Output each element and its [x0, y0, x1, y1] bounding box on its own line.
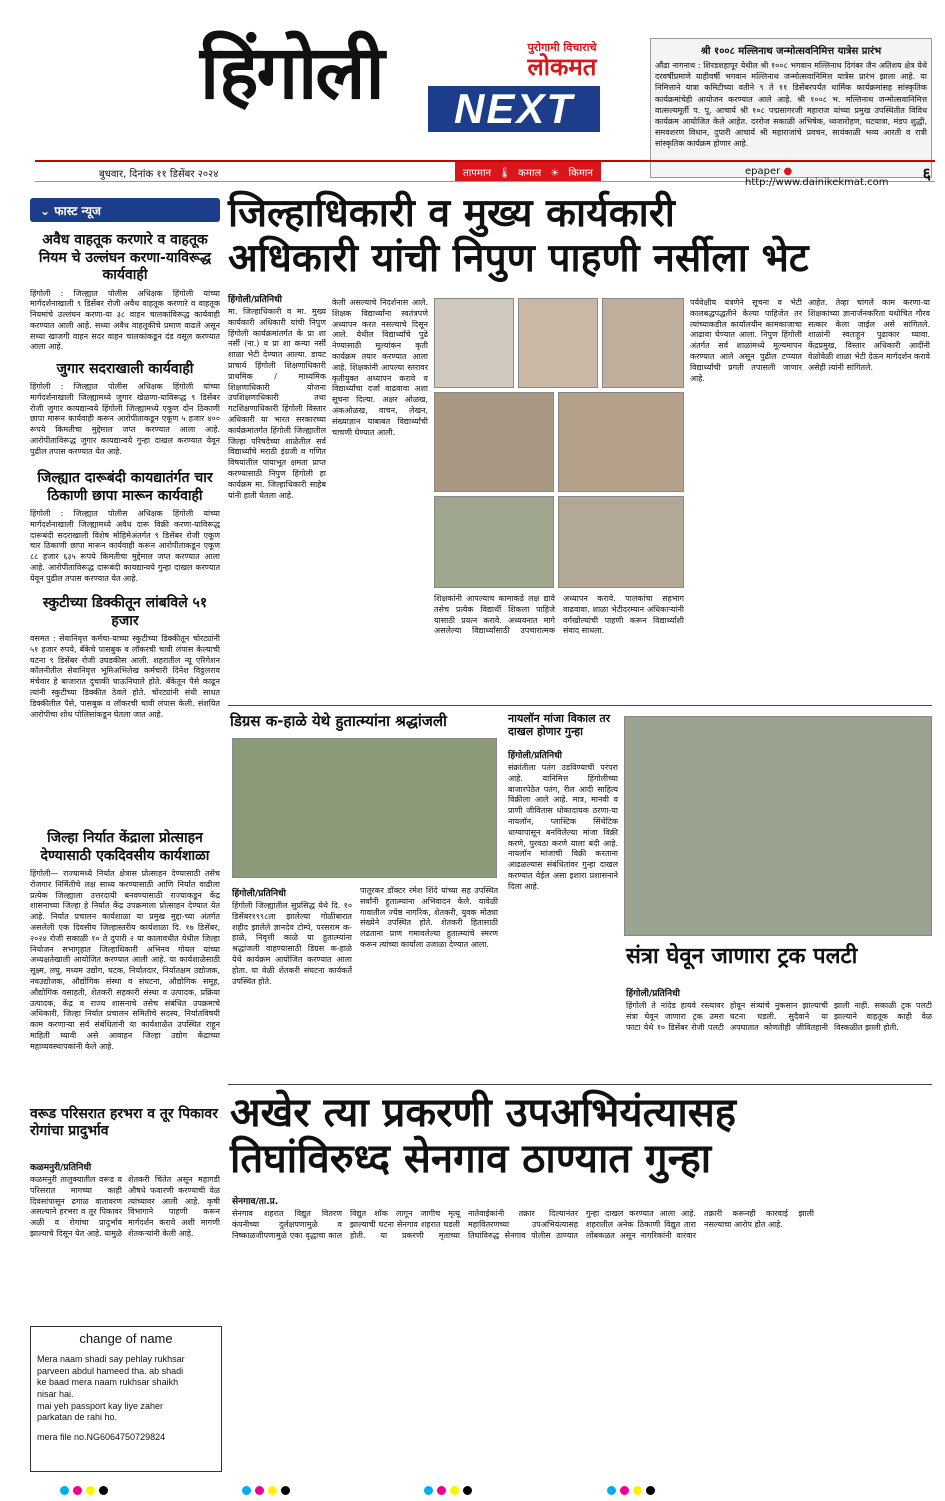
- notice-line: nisar hai.: [37, 1389, 74, 1400]
- news-item: [30, 470, 220, 589]
- main-photo-grid: [434, 298, 684, 698]
- news-headline: अवैध वाहतूक करणारे व वाहतूक नियम चे उल्लंघन करणा-याविरूद्ध कार्यवाही: [38, 232, 212, 283]
- color-registration-marks: [60, 1480, 890, 1494]
- school-photo: [434, 496, 554, 588]
- issue-date: बुधवार, दिनांक ११ डिसेंबर २०२४: [99, 169, 219, 180]
- notice-line: ke baad mera naam rukhsar shaikh: [37, 1377, 179, 1388]
- masthead-title: हिंगोली: [200, 30, 383, 116]
- date-bar: [35, 160, 935, 188]
- bottom-body: सेनगाव शहरात विद्युत वितरण कंपनीच्या दुर्लक्षपणामुळे व निष्काळजीपणामुळे एका वृद्धाचा काल विद्युत शॉक लागून जागीच मृत्यू झाल्याची घटना सेनगाव शहरात घडली होती. या प्रकरणी मृताच्या नातेवाईकांनी तक्रार दिल्यानंतर महावितरणच्या उपअभियंत्यासह तिघांविरुद्ध सेनगाव पोलीस ठाण्यात गुन्हा दाखल करण्यात आला आहे. शहरातील अनेक ठिकाणी विद्युत तारा लोंबकळत असून नागरिकांनी वारंवार तक्रारी करूनही कारवाई झाली नसल्याचा आरोप होत आहे.: [232, 1209, 814, 1240]
- bottom-story: [232, 1194, 932, 1475]
- notice-line: parkatan de rahi ho.: [37, 1412, 118, 1423]
- crop-col: [30, 1160, 220, 1325]
- lokmat-tagline: पुरोगामी विचाराचे: [527, 41, 597, 54]
- notice-title: change of name: [79, 1331, 173, 1346]
- tribute-body-2: पातूरकर डॉक्टर रमेश शिंदे यांच्या सह उपस्थित सर्वांनी हुतात्म्यांना अभिवादन केले. यावेळी गावातील ज्येष्ठ नागरिक, शेतकरी, युवक मोठ्या संख्येने उपस्थित होते. शेतकरी हितासाठी लढताना प्राण गमावलेल्या हुतात्म्यांचे स्मरण करून त्यांच्या कार्याला उजाळा देण्यात आला.: [360, 886, 498, 949]
- school-photo: [434, 298, 514, 388]
- truck-dateline: हिंगोली/प्रतिनिधी: [626, 989, 681, 999]
- news-headline: जिल्ह्यात दारूबंदी कायद्यातंर्गत चार ठिकाणी छापा मारून कार्यवाही: [37, 470, 213, 504]
- main-col-1: [228, 292, 326, 607]
- crop-headline: वरूड परिसरात हरभरा व तूर पिकावर रोगांचा प्रादुर्भाव: [30, 1106, 218, 1139]
- school-photo: [434, 392, 554, 492]
- tribute-photo: [232, 738, 497, 878]
- main-body-3: शिक्षकांनी आपल्याच कामाकडे लक्ष द्यावे तसेच प्रत्येक विद्यार्थी शिकला पाहिजे यासाठी प्रयत्न करावे. अध्ययनात मागे असलेल्या विद्यार्थ्यांसाठी उपचारात्मक अध्यापन करावे. पालकांचा सहभाग वाढवावा. शाळा भेटीदरम्यान अधिकाऱ्यांनी वर्गखोल्यांची पाहणी करून विद्यार्थ्यांशी संवाद साधला.: [434, 594, 684, 636]
- manja-dateline: हिंगोली/प्रतिनिधी: [508, 751, 563, 761]
- main-headline: [228, 192, 928, 282]
- crop-body: कळमनुरी तालुक्यातील वरूड व परिसरात मागच्या काही दिवसांपासून ढगाळ वातावरण असल्याने हरभरा व तूर पिकावर अळी व रोगांचा प्रादुर्भाव झाल्याचे दिसून येत आहे. यामुळे शेतकरी चिंतेत असून महागडी औषधे फवारणी करण्याची वेळ त्यांच्यावर आली आहे. कृषी विभागाने पाहणी करून मार्गदर्शन करावे अशी मागणी शेतकऱ्यांनी केली आहे.: [30, 1175, 220, 1238]
- name-change-notice: [30, 1326, 222, 1472]
- bottom-headline: [230, 1090, 934, 1182]
- manja-headline: नायलॉन मांजा विकाल तर दाखल होणार गुन्हा: [508, 712, 611, 739]
- truck-body: हिंगोली ते नांदेड हायवे रस्त्यावर संत्रा घेवून जाणारा ट्रक उमरा फाटा येथे १० डिसेंबर रोजी पलटी होवून संत्र्यांचे नुकसान झाल्याची घटना घडली. सुदैवाने या अपघातात कोणतीही जीवितहानी झाली नाही. सकाळी ट्रक पलटी झाल्याने वाहतूक काही वेळ विस्कळीत झाली होती.: [626, 1001, 932, 1032]
- fast-news-column: [30, 228, 220, 1105]
- epaper-link[interactable]: [745, 166, 935, 188]
- lokmat-name: लोकमत: [527, 53, 597, 81]
- main-headline-line-1: जिल्हाधिकारी व मुख्य कार्यकारी: [228, 191, 675, 236]
- truck-photo: [624, 716, 932, 936]
- fast-news-label: फास्ट न्यूज: [54, 204, 101, 218]
- news-headline: जुगार सदराखाली कार्यवाही: [56, 360, 194, 377]
- tribute-headline: डिग्रस क-हाळे येथे हुतात्म्यांना श्रद्धांजली: [230, 712, 447, 730]
- news-headline: जिल्हा निर्यात केंद्राला प्रोत्साहन देण्यासाठी एकदिवसीय कार्यशाळा: [40, 830, 210, 864]
- truck-headline: संत्रा घेवून जाणारा ट्रक पलटी: [626, 944, 858, 969]
- epaper-label: epaper: [745, 166, 781, 177]
- main-body-4: पर्यवेक्षीय यंत्रणेने सूचना व भेटी कालबद्धपद्धतीने केल्या पाहिजेत तर त्यांच्याकडील कार्यालयीन कामकाजाचा आढावा घेण्यात आला. निपुण हिंगोली अंतर्गत सर्व शाळांमध्ये मूल्यमापन करण्यात आले असून पुढील टप्प्यात विद्यार्थ्यांची प्रगती तपासली जाणार आहे.: [690, 298, 802, 383]
- main-col-4: [690, 298, 802, 698]
- weather-strip: [455, 162, 601, 181]
- news-item: [30, 595, 220, 824]
- news-body: हिंगोली : जिल्ह्यात पोलीस अधिक्षक हिंगोली यांच्या मार्गदर्शनाखाली जिल्ह्यामध्ये अवैध दारू विक्री करणा-याविरूद्ध दारूबंदी सदराखाली विशेष मोहिमेअंतर्गत ९ डिसेंबर रोजी एकूण चार ठिकाणी छापा मारून कार्यवाही करून आरोपीताकडून एकूण ८८ हजार ६३५ रूपये किमतीचा मुद्देमाल जप्त करण्यात आला आहे. आरोपीताविरूद्ध दारूबंदी कायद्यान्वये गुन्हा दाखल करण्यात येवून पुढील तपास करण्यात येत आहे.: [30, 509, 220, 583]
- tribute-body-1: हिंगोली जिल्ह्यातील सुप्रसिद्ध येथे दि. १० डिसेंबर१९९८ला झालेल्या गोळीबारात शहीद झालेले ज्ञानदेव टोम्पे, परसराम क-हाळे, निवृत्ती काळे या हुतात्म्यांना श्रद्धांजली वाहण्यासाठी डिग्रस क-हाळे येथे कार्यक्रम आयोजित करण्यात आला होता. या वेळी शेतकरी संघटना कार्यकर्ते उपस्थित होते.: [232, 901, 352, 986]
- news-body: हिंगोली : जिल्ह्यात पोलीस अधिक्षक हिंगोली यांच्या मार्गदर्शनाखाली जिल्ह्यामध्ये जुगार खेळणा-याविरूद्ध ९ डिसेंबर रोजी जुगार कायद्यान्वये हिंगोली जिल्ह्यामध्ये एकूण दोन ठिकाणी छापा मारून कार्यवाही करून आरोपीताकडून एकूण ५ हजार ४०० रूपये किमतीचा मुद्देमाल जप्त करण्यात आला आहे. आरोपीताविरूद्ध जुगार कायद्यान्वये गुन्हा दाखल करण्यात येवून पुढील तपास करण्यात येत आहे.: [30, 382, 220, 456]
- temp-min: किमान: [568, 168, 593, 179]
- school-photo: [558, 496, 684, 588]
- notice-line: Mera naam shadi say pehlay rukhsar: [37, 1354, 185, 1364]
- main-body-5: आहेत. तेव्हा चांगले काम करणा-या शिक्षकांच्या ज्ञानार्जनकरिता यथोचित गौरव सत्कार केला जाईल असे सांगितले. शाळांनी स्वतःहून पुढाकार घ्यावा. केंद्रप्रमुख, विस्तार अधिकारी आदींनी वेळोवेळी शाळा भेटी देऊन मार्गदर्शन करावे असेही त्यांनी सांगितले.: [808, 298, 930, 372]
- temp-label: तापमान: [463, 168, 492, 179]
- notice-line: parveen abdul hameed tha. ab shadi: [37, 1365, 184, 1376]
- main-headline-line-2: अधिकारी यांची निपुण पाहणी नर्सीला भेट: [228, 235, 809, 281]
- section-divider: [228, 705, 932, 706]
- notice-text: [37, 1354, 215, 1444]
- thermometer-icon: 🌡: [498, 168, 511, 179]
- notice-file-number: mera file no.NG6064750729824: [37, 1432, 166, 1443]
- epaper-url[interactable]: http://www.dainikekmat.com: [745, 177, 889, 188]
- news-headline: स्कुटीच्या डिक्कीतून लांबविले ५१ हजार: [42, 595, 208, 629]
- news-item: [30, 361, 220, 465]
- main-body-2: केली असल्याचे निदर्शनास आले. शिक्षक विद्यार्थ्यांना स्वतंत्रपणे अध्यापन करत नसल्याचे दिसून आले. येथील विद्यार्थ्यांचे पुढे नेण्यासाठी मूल्यांकन कृती कार्यक्रम तयार करण्यात आला आहे. शिक्षकांनी आपल्या स्तरावर कृतीयुक्त अध्यापन करावे व विद्यार्थ्यांचा दर्जा वाढवावा अशा सूचना दिल्या. अक्षर ओळख, अंकओळख, वाचन, लेखन, संख्याज्ञान याबाबत विद्यार्थ्यांची चाचणी घेण्यात आली.: [332, 298, 428, 437]
- section-divider: [228, 1084, 932, 1085]
- school-photo: [602, 298, 684, 388]
- manja-col: [508, 748, 618, 943]
- manja-body: संक्रांतीला पतंग उडविण्याची परंपरा आहे. यानिमित्त हिंगोलीच्या बाजारपेठेत पतंग, रील आदी साहित्य विक्रीला आले आहे. मात्र, मानवी व प्राणी जीवितास धोकादायक ठरणा-या नायलॉन, प्लास्टिक सिंथेटिक धाग्यापासून बनविलेल्या मांजा विक्री करणे, पुरवठा करणे याला बंदी आहे. नायलॉन मांजाची विक्री करताना आढळल्यास संबंधितांवर गुन्हा दाखल करण्यात येईल असा इशारा प्रशासनाने दिला आहे.: [508, 763, 618, 891]
- bottom-headline-line-2: तिघांविरुध्द सेनगाव ठाण्यात गुन्हा: [230, 1136, 712, 1182]
- school-photo: [518, 298, 598, 388]
- temp-max: कमाल: [518, 168, 542, 179]
- news-body: हिंगोली— राज्यामध्ये निर्यात क्षेत्रास प्रोत्साहन देण्यासाठी तसेच रोजगार निर्मितीचे लक्ष साध्य करण्यासाठी आणि निर्यात वाढीला प्रत्येक जिल्ह्याला उत्तरदायी बनवण्यासाठी राज्याकडून केंद्र शासनाच्या जिल्हा हे निर्यात केंद्र उपक्रमाला प्रोत्साहन देण्यात येत आहे. निर्यात प्रचालन कार्यशाळा या प्रमुख मुद्दा-च्या अंतर्गत असलेली एक दिवसीय जिल्हास्तरीय कार्यशाळा दि. १७ डिसेंबर, २०२४ रोजी सकाळी १० ते दुपारी २ या कालावधीत येथील जिल्हा नियोजन सभागृहात जिल्हाधिकारी अभिनव गोयल यांच्या अध्यक्षतेखाली आयोजित करण्यात आली आहे. या कार्यशाळेसाठी सूक्ष्म, लघु, मध्यम उद्योग, घटक, निर्यातदार, निर्यातक्षम उद्योजक, नवउद्योजक, औद्योगिक संस्था व संघटना, औद्योगिक समूह, औद्योगिक वसाहती, शेतकरी सहकारी संस्था व उत्पादक, प्रक्रिया उत्पादक, केंद्र व राज्य शासनाचे तसेच संबंधित उपक्रमाचे अधिकारी, जिल्हा निर्यात प्रचालन समितीचे सदस्य, निर्यातविषयी काम करणाऱ्या सर्व संबंधितांनी या कार्यशाळेत उपस्थित राहून माहिती घ्यावी असे आवाहन जिल्हा उद्योग केंद्राच्या महाव्यवस्थापकांनी केले आहे.: [30, 869, 220, 1051]
- main-col-5: [808, 298, 930, 698]
- school-photo: [558, 392, 684, 492]
- crop-dateline: कळमनुरी/प्रतिनिधी: [30, 1163, 92, 1173]
- bottom-headline-line-1: अखेर त्या प्रकरणी उपअभियंत्यासह: [230, 1090, 737, 1136]
- fast-news-tag: [30, 198, 220, 222]
- next-logo: NEXT: [428, 86, 600, 132]
- tribute-col-1: [232, 886, 352, 1081]
- tribute-dateline: हिंगोली/प्रतिनिधी: [232, 889, 287, 899]
- main-dateline: हिंगोली/प्रतिनिधी: [228, 295, 283, 305]
- news-body: हिंगोली : जिल्ह्यात पोलीस अधिक्षक हिंगोली यांच्या मार्गदर्शनाखाली ९ डिसेंबर रोजी अवैध वाहतूक करणारे व वाहतूक नियमांचे उल्लंघन करणा-या ३८ वाहन चालकांविरूद्ध कार्यवाही करण्यात आली आहे. सध्या अवैध वाहतूकीचे प्रमाण वाढले असून सध्या खाजगी वाहन सदर वाहन चालकांकडून दंड वसूल करण्यात आला आहे.: [30, 288, 220, 352]
- main-body-1: मा. जिल्हाधिकारी व मा. मुख्य कार्यकारी अधिकारी यांची निपुण हिंगोली कार्यक्रमांतर्गत के प्रा शा नर्सी (ना.) व प्रा शा कन्या नर्सी शाळा भेटी देण्यात आल्या. डायट प्राचार्य हिंगोली शिक्षणाधिकारी प्राथमिक / माध्यमिक शिक्षणाधिकारी योजना उपशिक्षणाधिकारी तथा गटशिक्षणाधिकारी हिंगोली विस्तार अधिकारी या भारत सरकारच्या कार्यक्रमांतर्गत हिंगोली जिल्ह्यातील जिल्हा परिषदेच्या शाळेतील सर्व विद्यार्थ्यांचे मराठी इंग्रजी व गणित विषयांतील पायाभूत क्षमता प्राप्त करण्यासाठी निपुण हिंगोली हा कार्यक्रम मा. जिल्हाधिकारी साहेब यांनी हाती घेतला आहे.: [228, 307, 326, 500]
- page-number: ६: [922, 164, 931, 183]
- top-story-box: [650, 38, 932, 178]
- top-story-body: औंढा नागनाथ : शिरडशहापूर येथील श्री १००८ भगवान मल्लिनाथ दिगंबर जैन अतिशय क्षेत्र येथे दरवर्षीप्रमाणे याहीवर्षी भगवान मल्लिनाथ जन्मोत्सवानिमित्त यात्रेस प्रारंभ झाला आहे. या निमित्ताने यात्रा कमिटीच्या वतीने ९ ते ११ डिसेंबरपर्यंत धार्मिक कार्यक्रमांसह सांस्कृतिक कार्यक्रमांचेही आयोजन करण्यात आले आहे. श्री १००८ भ. मल्लिनाथ जन्मोत्सवानिमित्त वात्सल्यमूर्ती प. पू. आचार्य श्री १०८ पद्मसागरजी महाराज यांच्या प्रमुख उपस्थितीत विविध कार्यक्रम आयोजित केले आहेत. दररोज सकाळी अभिषेक, ध्वजारोहण, घटयात्रा, मंडप शुद्धी, समवशरण विधान, दुपारी आचार्य श्री महाराजांचे प्रवचन, सायंकाळी भव्य आरती व रात्री सांस्कृतिक कार्यक्रम होणार आहे.: [655, 61, 927, 149]
- sun-icon: ☀: [550, 168, 560, 179]
- lokmat-logo: [498, 40, 626, 79]
- main-col-2: [332, 298, 428, 678]
- news-item: [30, 232, 220, 355]
- top-story-title: श्री १००८ मल्लिनाथ जन्मोत्सवनिमित्त यात्रेस प्रारंभ: [700, 46, 882, 57]
- globe-icon: ●: [783, 166, 793, 177]
- notice-line: mai yeh passport kay liye zaher: [37, 1400, 164, 1411]
- chevron-down-icon: ⌄: [40, 204, 55, 218]
- bottom-dateline: सेनगाव/ता.प्र.: [232, 1197, 279, 1207]
- news-item: [30, 830, 220, 1099]
- tribute-col-2: [360, 886, 498, 1076]
- news-body: वसमत : सेवानिवृत्त कर्मचा-याच्या स्कुटीच्या डिक्कीतून चोरट्यांनी ५१ हजार रुपये, बँकेचे पासबुक व लॉकरची चावी लंपास केल्याची घटना ९ डिसेंबर रोजी उघडकीस आली. शहरातील न्यू एरिगेशन कॉलनीतील सेवानिवृत्त भूमिअभिलेख कर्मचारी दिनेश विठ्ठलराव मंचेवार हे बाजारात दुचाकी घाऊनिघाले होते. बँकेतून पैसे काढून त्यांनी स्कुटीच्या डिक्कीत ठेवले होते. चोरट्यांनी संधी साधत डिक्कीतील पैसे, पासबुक व लॉकरची चावी लंपास केली. संशयित आरोपीचा शोध पोलिसांकडून घेतला जात आहे.: [30, 634, 220, 719]
- truck-col: [626, 986, 932, 1081]
